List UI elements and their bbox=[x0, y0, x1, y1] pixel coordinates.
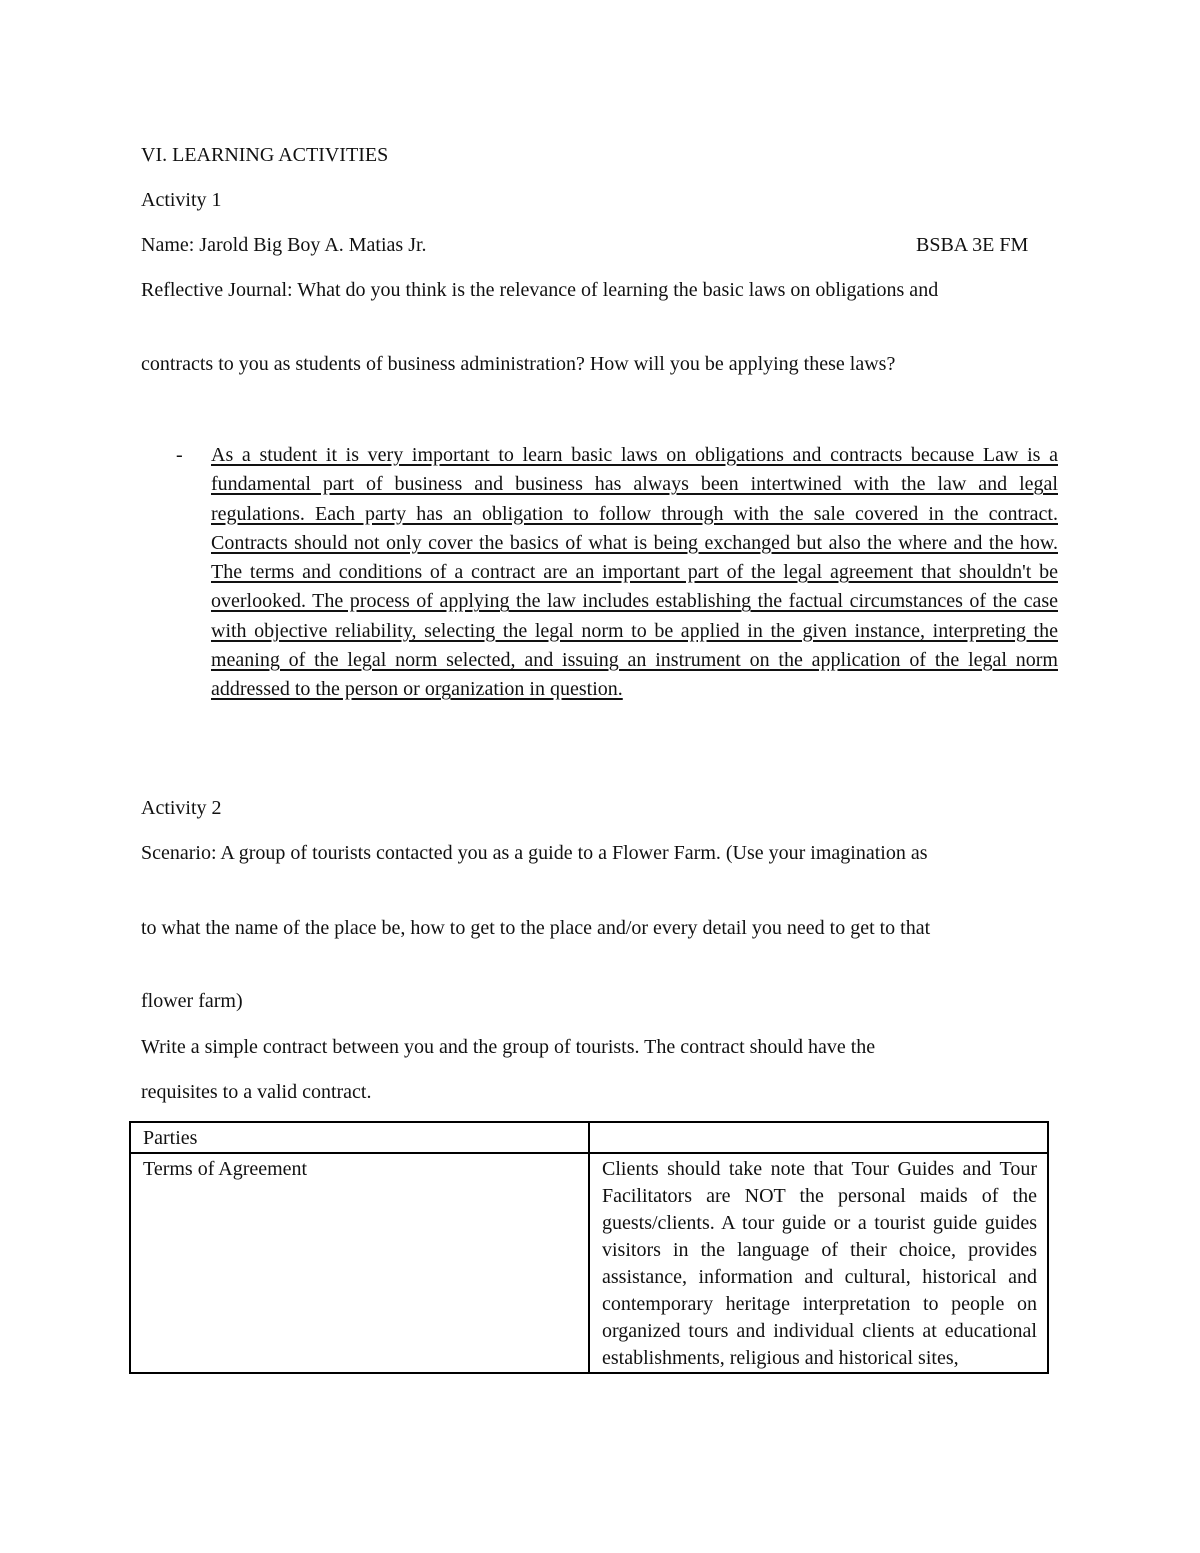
contract-table bbox=[129, 1121, 1049, 1374]
instruction-line-2: requisites to a valid contract. bbox=[141, 1081, 372, 1103]
activity-1-heading: Activity 1 bbox=[141, 189, 222, 211]
table-cell-value bbox=[589, 1122, 1048, 1153]
reflective-journal-prompt-line-1: Reflective Journal: What do you think is the relevance of learning the basic laws on obligations and bbox=[141, 279, 939, 301]
table-cell-value: Clients should take note that Tour Guides and Tour Facilitators are NOT the personal maids of the guests/clients. A tour guide or a tourist guide guides visitors in the language of their choice, provides assistance, information and cultural, historical and contemporary heritage interpretation to people on organized tours and individual clients at educational establishments, religious and historical sites, bbox=[589, 1153, 1048, 1373]
table-cell-label: Parties bbox=[130, 1122, 589, 1153]
scenario-line-1: Scenario: A group of tourists contacted you as a guide to a Flower Farm. (Use your imagination as bbox=[141, 842, 928, 864]
activity-2-heading: Activity 2 bbox=[141, 797, 222, 819]
table-row bbox=[130, 1122, 1048, 1153]
course-section: BSBA 3E FM bbox=[916, 234, 1029, 256]
instruction-line-1: Write a simple contract between you and the group of tourists. The contract should have the bbox=[141, 1036, 876, 1058]
scenario-line-2: to what the name of the place be, how to get to the place and/or every detail you need to get to that bbox=[141, 917, 931, 939]
table-cell-label: Terms of Agreement bbox=[130, 1153, 589, 1373]
scenario-line-3: flower farm) bbox=[141, 990, 243, 1012]
section-title: VI. LEARNING ACTIVITIES bbox=[141, 144, 389, 166]
bullet-dash: - bbox=[176, 444, 183, 466]
table-row bbox=[130, 1153, 1048, 1373]
reflective-answer: As a student it is very important to learn basic laws on obligations and contracts because Law is a fundamental part of business and business has always been intertwined with the law and legal regulations. Each party has an obligation to follow through with the sale covered in the contract. Contracts should not only cover the basics of what is being exchanged but also the where and the how. The terms and conditions of a contract are an important part of the legal agreement that shouldn't be overlooked. The process of applying the law includes establishing the factual circumstances of the case with objective reliability, selecting the legal norm to be applied in the given instance, interpreting the meaning of the legal norm selected, and issuing an instrument on the application of the legal norm addressed to the person or organization in question. bbox=[211, 444, 1058, 701]
reflective-journal-prompt-line-2: contracts to you as students of business administration? How will you be applying these laws? bbox=[141, 353, 896, 375]
student-name: Name: Jarold Big Boy A. Matias Jr. bbox=[141, 234, 427, 256]
